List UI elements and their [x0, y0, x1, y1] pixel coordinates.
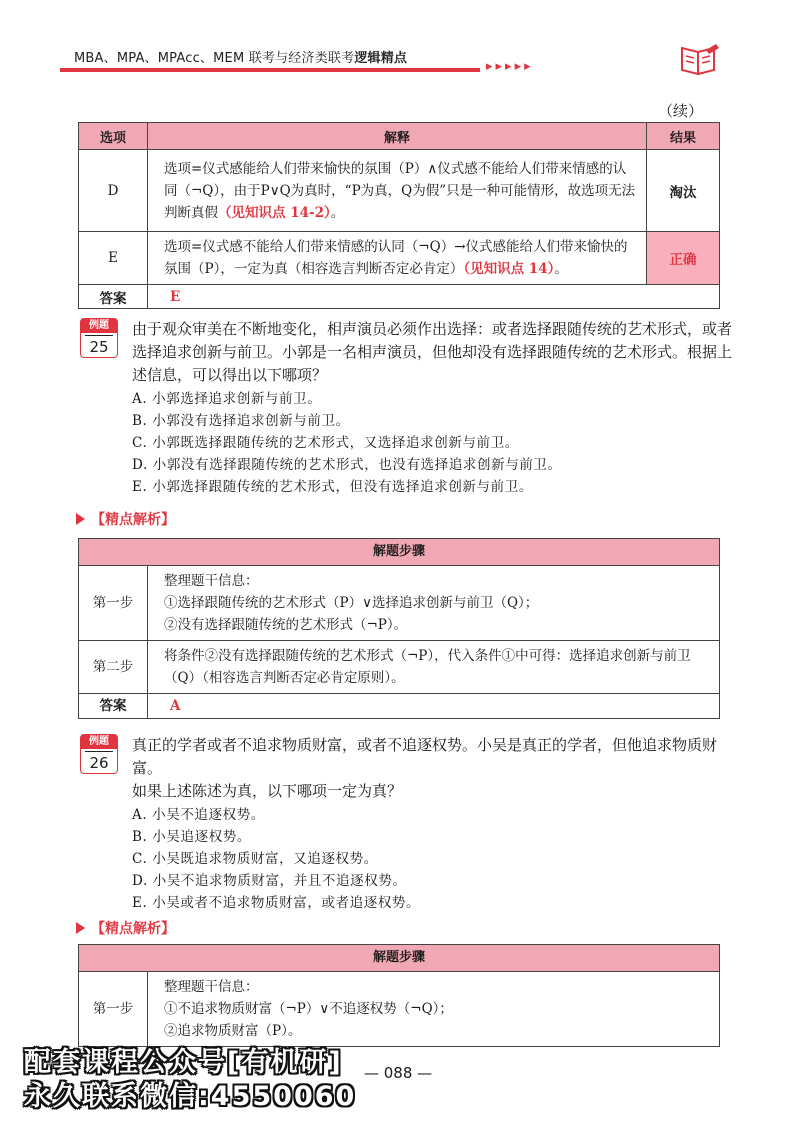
step-line: ②追求物质财富（P）。	[164, 1023, 302, 1039]
option-list	[132, 388, 562, 498]
question-stem: 真正的学者或者不追求物质财富，或者不追逐权势。小吴是真正的学者，但他追求物质财富。	[132, 736, 718, 777]
explanation-cell	[148, 150, 647, 232]
steps-header: 解题步骤	[79, 945, 720, 972]
steps-header-row	[79, 539, 720, 566]
result-cell-correct: 正确	[647, 232, 720, 285]
answer-value: A	[148, 694, 720, 719]
option-item: A. 小吴不追逐权势。	[132, 807, 265, 823]
option-item: E. 小吴或者不追求物质财富，或者追逐权势。	[132, 895, 421, 911]
header-title	[74, 47, 407, 66]
explanation-text: 选项=仪式感能给人们带来愉快的氛围（P）∧仪式感不能给人们带来情感的认同（¬Q），由于P∨Q为真时，“P为真，Q为假”只是一种可能情形，故选项无法判断真假	[164, 160, 636, 221]
explanation-text: 选项=仪式感不能给人们带来情感的认同（¬Q）→仪式感能给人们带来愉快的氛围（P），一定为真（相容选言判断否定必肯定）	[164, 239, 628, 277]
table-row	[79, 641, 720, 694]
analysis-label: 【精点解析】	[91, 921, 175, 937]
option-item: C. 小郭既选择跟随传统的艺术形式，又选择追求创新与前卫。	[132, 435, 519, 451]
table-header-row	[79, 123, 720, 150]
analysis-heading	[76, 509, 175, 529]
option-item: B. 小吴追逐权势。	[132, 829, 252, 845]
steps-header: 解题步骤	[79, 539, 720, 566]
answer-row	[79, 285, 720, 309]
question-prompt: 如果上述陈述为真，以下哪项一定为真？	[132, 782, 403, 800]
table-row	[79, 150, 720, 232]
explanation-end: 。	[330, 204, 345, 221]
option-item: C. 小吴既追求物质财富，又追逐权势。	[132, 851, 378, 867]
triangle-icon	[76, 513, 85, 525]
triangle-icon	[76, 922, 85, 934]
knowledge-ref: （见知识点 14）	[463, 261, 555, 277]
knowledge-ref: （见知识点 14-2）	[218, 204, 331, 221]
option-item: E. 小郭选择跟随传统的艺术形式，但没有选择追求创新与前卫。	[132, 479, 533, 495]
step-label: 第二步	[79, 641, 148, 694]
option-item: B. 小郭没有选择追求创新与前卫。	[132, 413, 350, 429]
header-title-prefix: MBA、MPA、MPAcc、MEM 联考与经济类联考	[74, 51, 355, 66]
example-badge-number: 25	[85, 335, 113, 358]
step-content	[148, 972, 720, 1047]
example-badge-label: 例题	[81, 319, 117, 333]
header-rule	[60, 68, 480, 72]
example-badge-number: 26	[85, 751, 113, 774]
table-row	[79, 972, 720, 1047]
page-header	[60, 30, 740, 80]
table-row	[79, 566, 720, 641]
watermark-line-1: 配套课程公众号[有机研]	[24, 1047, 343, 1078]
option-item: D. 小吴不追求物质财富，并且不追逐权势。	[132, 873, 407, 889]
solution-steps-table	[78, 944, 720, 1047]
header-title-bold: 逻辑精点	[354, 51, 408, 66]
explanation-cell	[148, 232, 647, 285]
table-row	[79, 232, 720, 285]
solution-steps-table	[78, 538, 720, 719]
col-header-explanation: 解释	[148, 123, 647, 150]
option-item: D. 小郭没有选择跟随传统的艺术形式，也没有选择追求创新与前卫。	[132, 457, 562, 473]
step-line: 整理题干信息：	[164, 573, 259, 589]
col-header-option: 选项	[79, 123, 148, 150]
answer-value: E	[148, 285, 720, 309]
answer-label: 答案	[79, 694, 148, 719]
step-line: ②没有选择跟随传统的艺术形式（¬P）。	[164, 617, 408, 633]
explanation-end: 。	[554, 261, 568, 277]
option-item: A. 小郭选择追求创新与前卫。	[132, 391, 322, 407]
option-cell: E	[79, 232, 148, 285]
analysis-heading	[76, 918, 175, 938]
options-explanation-table	[78, 122, 720, 309]
example-badge-label: 例题	[81, 735, 117, 749]
header-dots: ▸▸▸▸▸	[486, 59, 534, 74]
page-number: — 088 —	[364, 1064, 433, 1082]
step-label: 第一步	[79, 566, 148, 641]
step-content: 将条件②没有选择跟随传统的艺术形式（¬P），代入条件①中可得：选择追求创新与前卫（Q）（相容选言判断否定必肯定原则）。	[148, 641, 720, 694]
option-list	[132, 804, 420, 914]
example-badge	[80, 318, 118, 358]
step-line: 整理题干信息：	[164, 979, 259, 995]
watermark-line-2: 永久联系微信:4550060	[24, 1081, 357, 1112]
option-cell: D	[79, 150, 148, 232]
question-stem: 由于观众审美在不断地变化，相声演员必须作出选择：或者选择跟随传统的艺术形式，或者选择追求创新与前卫。小郭是一名相声演员，但他却没有选择跟随传统的艺术形式。根据上述信息，可以得出以下哪项？	[132, 320, 733, 384]
steps-header-row	[79, 945, 720, 972]
result-cell: 淘汰	[647, 150, 720, 232]
answer-label: 答案	[79, 285, 148, 309]
book-pencil-icon	[678, 40, 722, 76]
example-badge	[80, 734, 118, 774]
step-label: 第一步	[79, 972, 148, 1047]
answer-row	[79, 694, 720, 719]
step-content	[148, 566, 720, 641]
continued-label: （续）	[658, 102, 704, 120]
step-line: ①选择跟随传统的艺术形式（P）∨选择追求创新与前卫（Q）；	[164, 595, 539, 611]
col-header-result: 结果	[647, 123, 720, 150]
step-line: ①不追求物质财富（¬P）∨不追逐权势（¬Q）；	[164, 1001, 453, 1017]
analysis-label: 【精点解析】	[91, 512, 175, 528]
